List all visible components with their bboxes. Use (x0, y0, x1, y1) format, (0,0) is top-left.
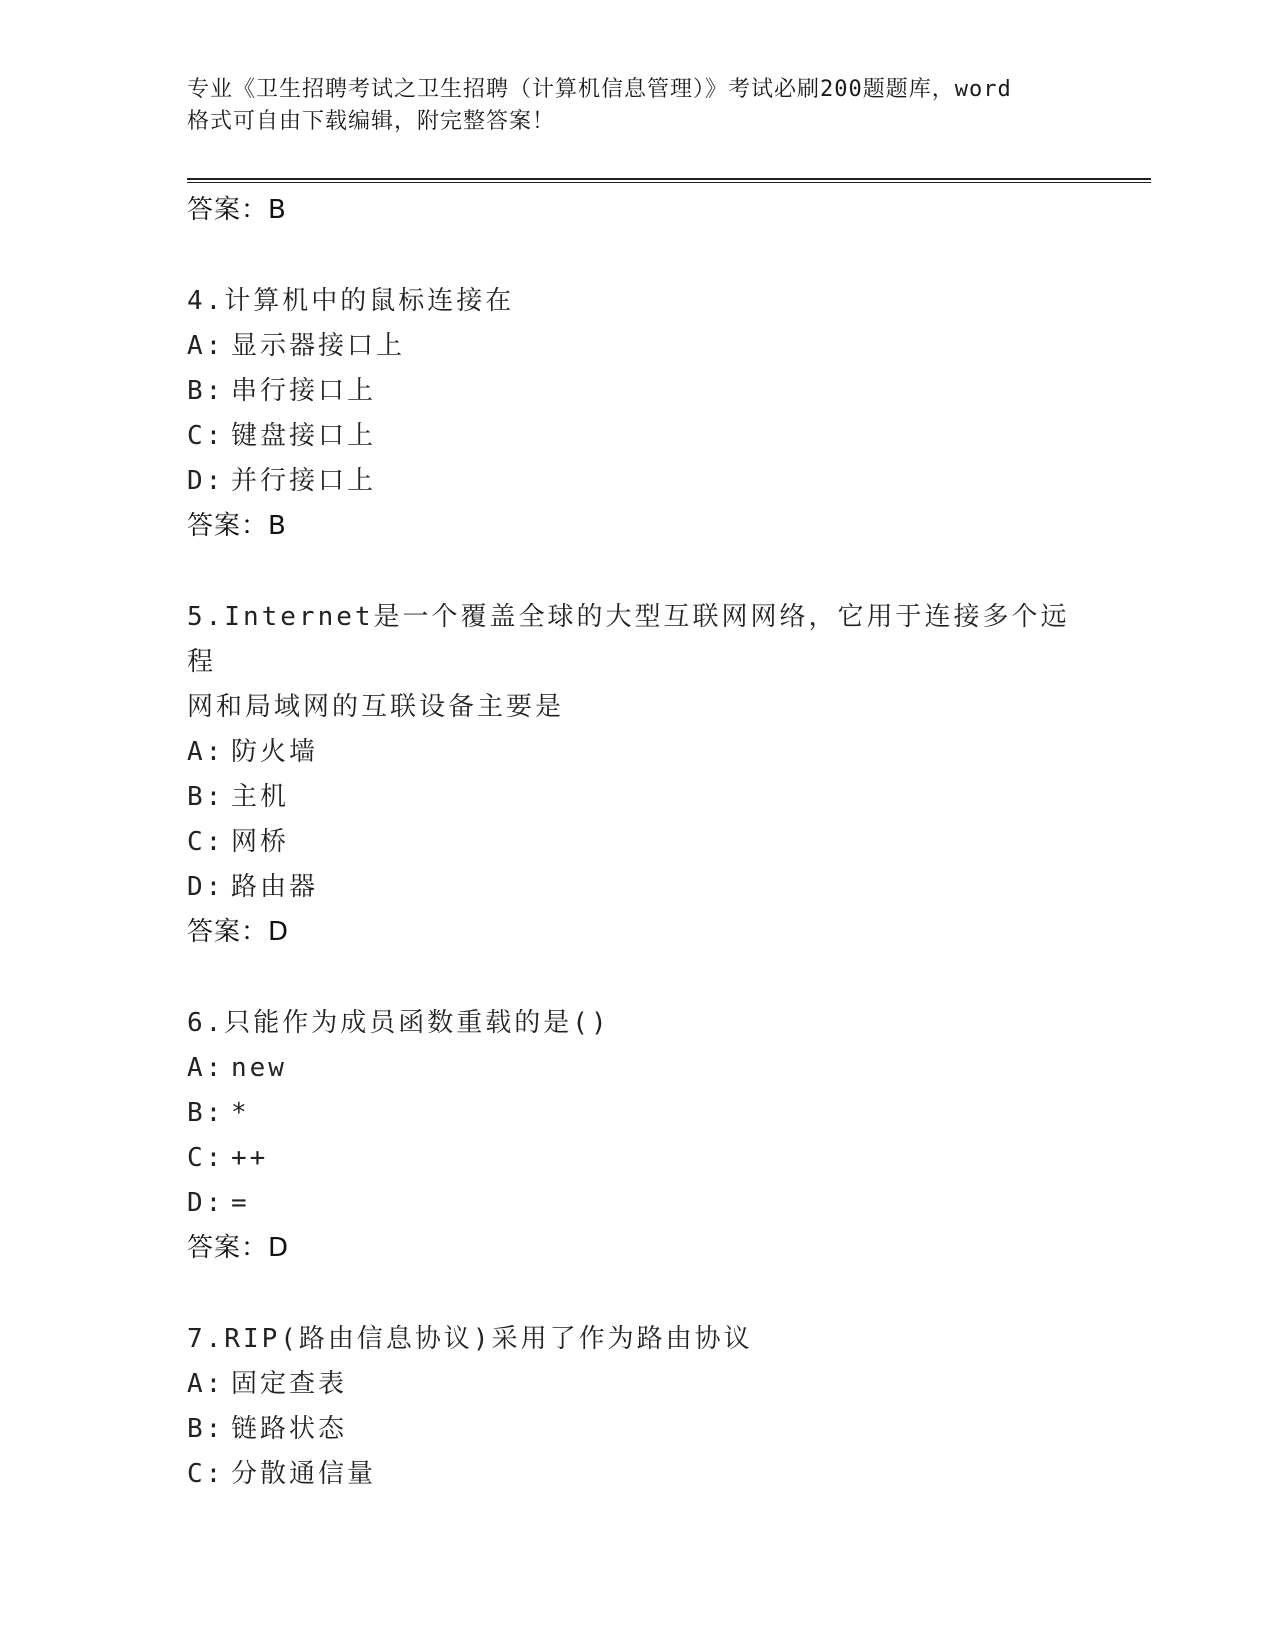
header-title-line-1: 专业《卫生招聘考试之卫生招聘（计算机信息管理）》考试必刷200题题库，word (187, 77, 1012, 102)
option-a: A: 防火墙 (187, 737, 319, 767)
answer-line: 答案：B (187, 511, 287, 541)
question-7 (187, 1271, 1087, 1497)
question-5 (187, 549, 1087, 955)
option-b: B: 链路状态 (187, 1414, 348, 1444)
option-c: C: 分散通信量 (187, 1459, 377, 1489)
option-a: A: 显示器接口上 (187, 331, 406, 361)
question-text: 6.只能作为成员函数重载的是() (187, 1008, 610, 1038)
option-b: B: * (187, 1098, 250, 1128)
option-d: D: 并行接口上 (187, 466, 377, 496)
option-b: B: 串行接口上 (187, 376, 377, 406)
answer-line: 答案：D (187, 1233, 290, 1263)
header-divider (187, 178, 1151, 184)
option-a: A: 固定查表 (187, 1369, 348, 1399)
document-header (187, 74, 1087, 138)
question-text: 7.RIP(路由信息协议)采用了作为路由协议 (187, 1324, 753, 1354)
question-list (187, 188, 1087, 1497)
question-text-line-2: 网和局域网的互联设备主要是 (187, 692, 565, 722)
question-4 (187, 233, 1087, 549)
option-a: A: new (187, 1053, 287, 1083)
option-d: D: = (187, 1188, 250, 1218)
question-text: 4.计算机中的鼠标连接在 (187, 286, 515, 316)
header-title-line-2: 格式可自由下载编辑，附完整答案！ (187, 109, 556, 134)
option-c: C: 网桥 (187, 827, 290, 857)
answer-line: 答案：D (187, 917, 290, 947)
question-6 (187, 955, 1087, 1271)
option-b: B: 主机 (187, 782, 290, 812)
option-c: C: ++ (187, 1143, 269, 1173)
option-c: C: 键盘接口上 (187, 421, 377, 451)
answer-line: 答案：B (187, 195, 287, 225)
question-text-line-1: 5.Internet是一个覆盖全球的大型互联网网络，它用于连接多个远程 (187, 602, 1070, 677)
option-d: D: 路由器 (187, 872, 319, 902)
